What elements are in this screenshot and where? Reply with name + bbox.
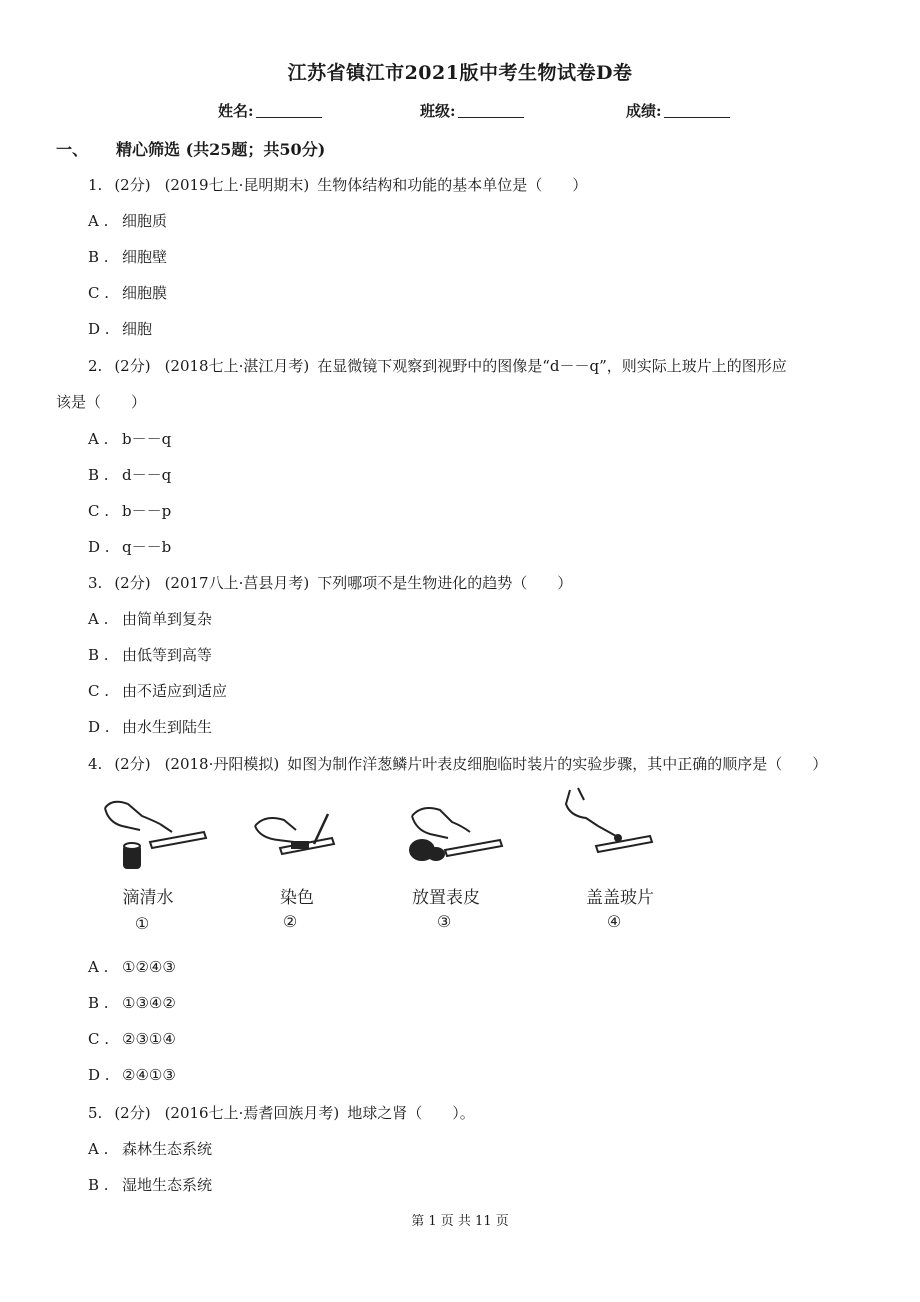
question-number: 2.: [88, 357, 103, 375]
q4-option-d: D . ②④①③: [88, 1066, 176, 1084]
question-points: (2分): [114, 755, 151, 773]
step-3-illustration: [410, 808, 502, 860]
step-4-illustration: [566, 788, 652, 852]
q1-option-d: D . 细胞: [88, 320, 153, 338]
name-label: 姓名:: [218, 102, 254, 120]
steps-illustration: [100, 786, 680, 936]
question-1: [88, 174, 587, 195]
q1-option-c: C . 细胞膜: [88, 284, 168, 302]
q1-option-a: A . 细胞质: [88, 212, 168, 230]
question-source: (2018·丹阳模拟): [164, 755, 280, 773]
section-number: 一、: [56, 140, 89, 159]
step-4-number: ④: [606, 912, 622, 931]
step-4-caption: 盖盖玻片: [586, 888, 654, 908]
step-1-illustration: [105, 802, 206, 868]
question-source: (2018七上·湛江月考): [164, 357, 310, 375]
q3-option-a: A . 由简单到复杂: [88, 610, 213, 628]
step-1-number: ①: [134, 914, 150, 933]
q5-option-b: B . 湿地生态系统: [88, 1176, 213, 1194]
q2-option-c: C . b－－p: [88, 502, 172, 520]
question-5: [88, 1102, 475, 1123]
q4-option-b: B . ①③④②: [88, 994, 176, 1012]
class-field: [420, 100, 524, 121]
question-points: (2分): [114, 357, 151, 375]
step-3-number: ③: [436, 912, 452, 931]
question-text: 地球之肾（ ）。: [347, 1104, 475, 1122]
q2-option-b: B . d－－q: [88, 466, 172, 484]
question-points: (2分): [114, 1104, 151, 1122]
question-number: 1.: [88, 176, 103, 194]
step-2-number: ②: [282, 912, 298, 931]
score-label: 成绩:: [626, 102, 662, 120]
question-2: [88, 355, 787, 376]
section-title: 精心筛选 (共25题；共50分): [116, 140, 326, 159]
question-number: 3.: [88, 574, 103, 592]
question-text: 如图为制作洋葱鳞片叶表皮细胞临时装片的实验步骤，其中正确的顺序是（ ）: [287, 755, 828, 773]
question-4: [88, 753, 827, 774]
q5-option-a: A . 森林生态系统: [88, 1140, 213, 1158]
q4-option-c: C . ②③①④: [88, 1030, 176, 1048]
question-number: 4.: [88, 755, 103, 773]
q2-option-a: A . b－－q: [88, 430, 172, 448]
question-text: 在显微镜下观察到视野中的图像是“d－－q”，则实际上玻片上的图形应: [317, 357, 787, 375]
step-1-caption: 滴清水: [122, 888, 174, 908]
q4-option-a: A . ①②④③: [88, 958, 176, 976]
q2-option-d: D . q－－b: [88, 538, 172, 556]
question-source: (2017八上·莒县月考): [164, 574, 310, 592]
step-3-caption: 放置表皮: [412, 888, 480, 908]
score-blank: [664, 102, 730, 118]
name-blank: [256, 102, 322, 118]
page-footer: 第 1 页 共 11 页: [411, 1214, 509, 1229]
class-blank: [458, 102, 524, 118]
class-label: 班级:: [420, 102, 456, 120]
question-3: [88, 572, 572, 593]
question-points: (2分): [114, 574, 151, 592]
q1-option-b: B . 细胞壁: [88, 248, 168, 266]
experiment-steps-figure: [100, 786, 680, 936]
section-heading: [56, 137, 325, 160]
step-2-caption: 染色: [280, 888, 314, 908]
question-source: (2019七上·昆明期末): [164, 176, 310, 194]
name-field: [218, 100, 322, 121]
question-text: 下列哪项不是生物进化的趋势（ ）: [317, 574, 573, 592]
step-2-illustration: [255, 814, 334, 854]
q3-option-c: C . 由不适应到适应: [88, 682, 228, 700]
document-title: 江苏省镇江市2021版中考生物试卷D卷: [287, 62, 633, 84]
q3-option-b: B . 由低等到高等: [88, 646, 213, 664]
question-source: (2016七上·焉耆回族月考): [164, 1104, 340, 1122]
question-text: 生物体结构和功能的基本单位是（ ）: [317, 176, 588, 194]
q3-option-d: D . 由水生到陆生: [88, 718, 213, 736]
question-number: 5.: [88, 1104, 103, 1122]
question-2-continuation: 该是（ ）: [56, 393, 147, 411]
question-points: (2分): [114, 176, 151, 194]
score-field: [626, 100, 730, 121]
